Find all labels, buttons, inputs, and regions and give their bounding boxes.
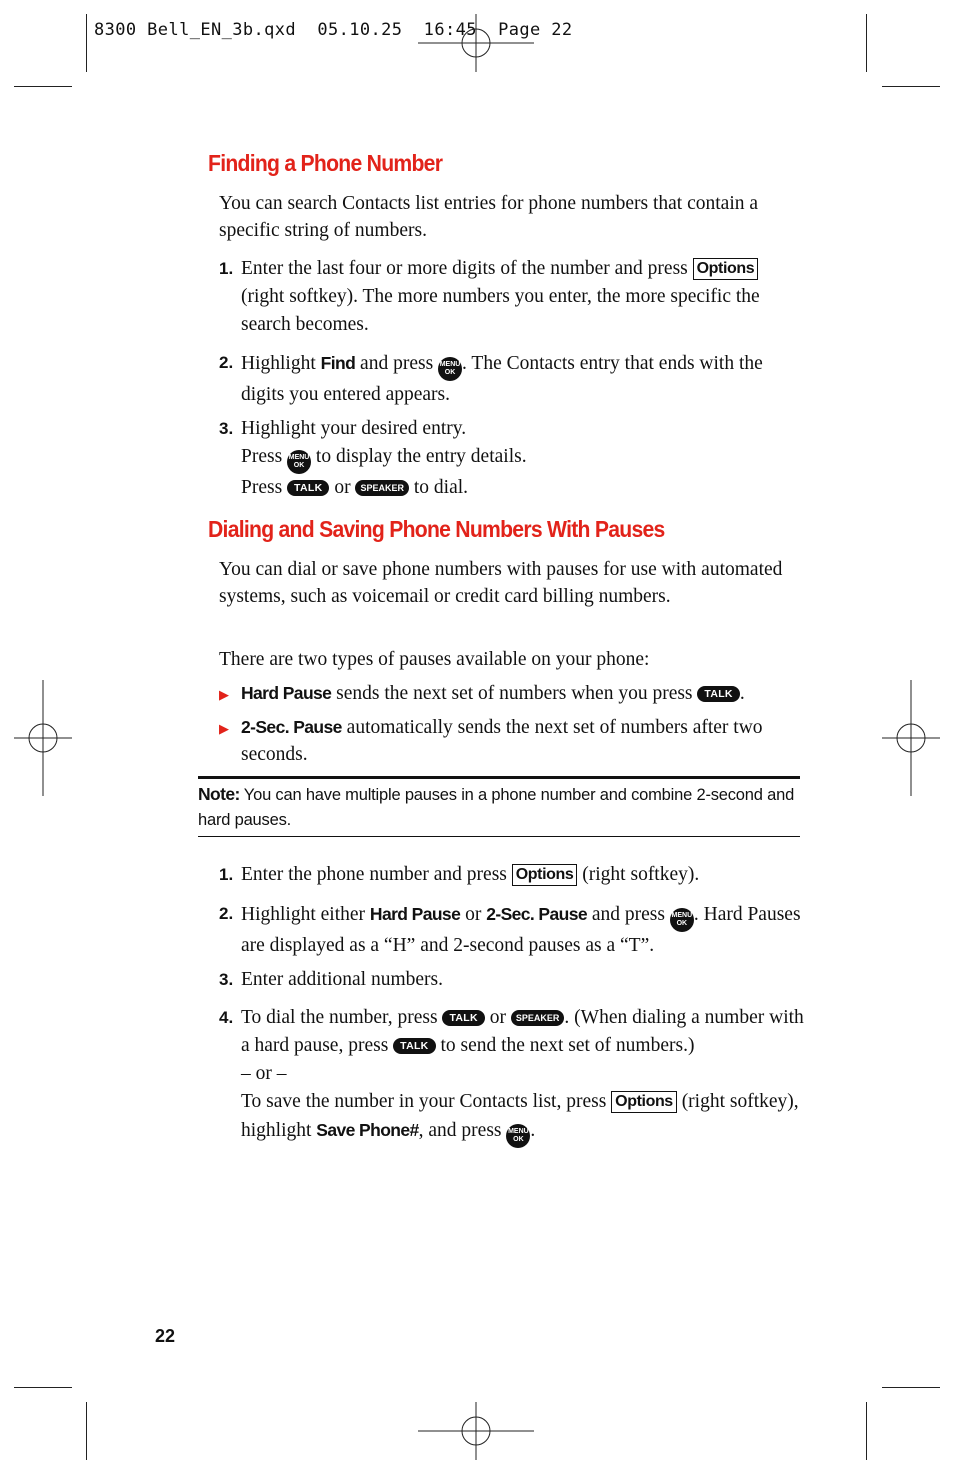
step-item — [219, 349, 804, 409]
step-text: Highlight — [241, 353, 321, 374]
step-text: (right softkey). — [577, 864, 700, 885]
pause-term: Hard Pause — [369, 904, 461, 924]
step-text: Highlight either — [241, 904, 370, 925]
note-bottom-rule — [198, 836, 800, 837]
step-text: Enter the phone number and press — [241, 864, 512, 885]
step-item — [219, 966, 804, 994]
crop-mark — [14, 86, 72, 87]
crop-mark — [86, 1402, 87, 1460]
step-text-line: Press TALK or SPEAKER to dial. — [241, 477, 469, 498]
menu-term: Find — [320, 353, 356, 373]
section-heading: Dialing and Saving Phone Numbers With Pauses — [208, 516, 665, 542]
step-item — [219, 1004, 804, 1148]
note-label: Note: — [198, 784, 240, 804]
crop-mark — [14, 1387, 72, 1388]
step-number: 3. — [219, 970, 234, 989]
speaker-key-icon: SPEAKER — [355, 480, 409, 496]
bullet-item: ▶ Hard Pause sends the next set of numbers when you press TALK . — [219, 680, 804, 707]
print-slug: 8300 Bell_EN_3b.qxd 05.10.25 16:45 Page 22 — [94, 20, 573, 40]
bullet-item — [219, 714, 804, 768]
step-number: 1. — [219, 865, 234, 884]
bullet-arrow-icon: ▶ — [219, 687, 229, 702]
step-text-line: Press MENU OK to display the entry details. — [241, 443, 804, 474]
crop-mark — [866, 1402, 867, 1460]
registration-mark-icon — [418, 1402, 534, 1460]
options-softkey-icon: Options — [611, 1091, 677, 1113]
step-text: Highlight your desired entry. — [241, 418, 467, 439]
step-text: Enter additional numbers. — [241, 969, 443, 990]
crop-mark — [882, 86, 940, 87]
step-number: 4. — [219, 1008, 234, 1027]
step-text: Enter the last four or more digits of the number and press — [241, 258, 693, 279]
talk-key-icon: TALK — [442, 1010, 484, 1026]
registration-mark-icon — [882, 680, 940, 796]
step-number: 2. — [219, 904, 234, 923]
step-item — [219, 415, 804, 502]
bullet-text: sends the next set of numbers when you press — [331, 683, 698, 704]
note-box — [198, 782, 803, 833]
step-item — [219, 861, 804, 889]
pause-term: Hard Pause — [241, 683, 332, 703]
pause-term: 2-Sec. Pause — [241, 717, 342, 737]
note-top-rule — [198, 776, 800, 779]
menu-ok-key-icon: MENU OK — [287, 450, 311, 474]
crop-mark — [882, 1387, 940, 1388]
step-item: 2. Highlight either Hard Pause or 2-Sec. Pause and press MENU OK . Hard Pauses are displayed as a “H” and 2-second pauses as a “T”. — [219, 900, 804, 960]
menu-ok-key-icon: MENU OK — [506, 1124, 530, 1148]
step-text: (right softkey). The more numbers you enter, the more specific the search becomes. — [241, 286, 760, 335]
or-separator: – or – — [241, 1063, 287, 1084]
step-number: 1. — [219, 259, 234, 278]
talk-key-icon: TALK — [287, 480, 329, 496]
menu-term: Save Phone# — [316, 1120, 419, 1140]
registration-mark-icon — [418, 14, 534, 72]
page-number: 22 — [155, 1326, 176, 1346]
options-softkey-icon: Options — [512, 864, 578, 886]
speaker-key-icon: SPEAKER — [511, 1010, 565, 1026]
step-text: . The Contacts entry that ends with the digits you entered appears. — [241, 353, 763, 405]
section-intro: You can search Contacts list entries for phone numbers that contain a specific string of numbers. — [219, 193, 759, 241]
menu-ok-key-icon: MENU OK — [438, 357, 462, 381]
bullet-arrow-icon: ▶ — [219, 721, 229, 736]
bullet-text: automatically sends the next set of numbers after two seconds. — [241, 717, 763, 765]
step-item — [219, 255, 804, 339]
step-text-block: To save the number in your Contacts list, press Options (right softkey), highlight Save Phone#, and press MENU OK . — [241, 1088, 804, 1148]
step-number: 3. — [219, 419, 234, 438]
section-heading: Finding a Phone Number — [208, 150, 443, 176]
crop-mark — [866, 14, 867, 72]
section-intro: You can dial or save phone numbers with pauses for use with automated systems, such as voicemail or credit card billing numbers. — [219, 559, 783, 607]
crop-mark — [86, 14, 87, 72]
step-text: and press — [355, 353, 439, 374]
note-text: You can have multiple pauses in a phone number and combine 2-second and hard pauses. — [198, 786, 795, 829]
registration-mark-icon — [14, 680, 72, 796]
talk-key-icon: TALK — [393, 1038, 435, 1054]
menu-ok-key-icon: MENU OK — [670, 908, 694, 932]
options-softkey-icon: Options — [693, 258, 759, 280]
step-number: 2. — [219, 353, 234, 372]
step-text: . Hard Pauses are displayed as a “H” and 2-second pauses as a “T”. — [241, 904, 801, 956]
pause-term: 2-Sec. Pause — [486, 904, 587, 924]
talk-key-icon: TALK — [697, 686, 739, 702]
step-text-block: To dial the number, press TALK or SPEAKER . (When dialing a number with a hard pause, press TALK to send the next set of numbers.) — [241, 1007, 804, 1056]
pause-types-intro: There are two types of pauses available on your phone: — [219, 649, 650, 670]
